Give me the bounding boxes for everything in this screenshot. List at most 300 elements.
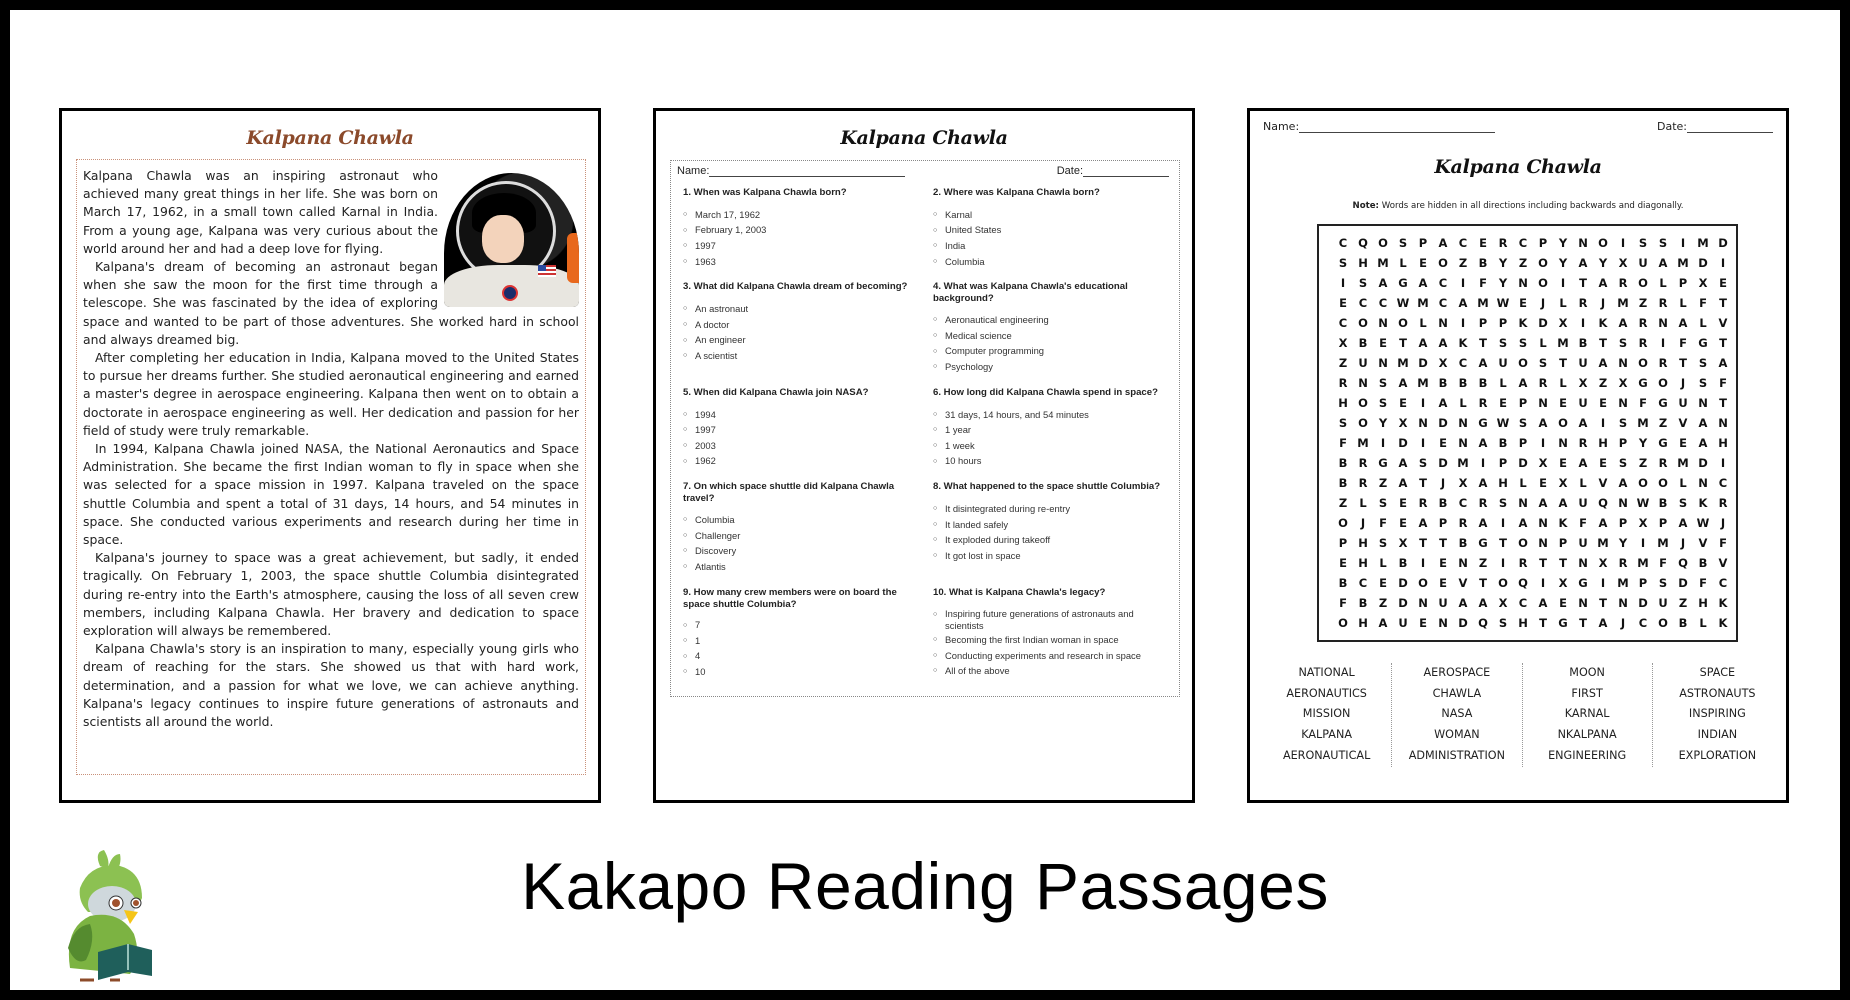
grid-letter[interactable]: V xyxy=(1698,536,1708,550)
grid-letter[interactable]: A xyxy=(1458,596,1468,610)
answer-option[interactable] xyxy=(933,223,1171,239)
answer-option[interactable] xyxy=(933,501,1171,517)
grid-letter[interactable]: T xyxy=(1719,396,1727,410)
grid-letter[interactable]: C xyxy=(1458,236,1468,250)
grid-letter[interactable]: R xyxy=(1618,276,1628,290)
grid-letter[interactable]: T xyxy=(1539,556,1547,570)
grid-letter[interactable]: M xyxy=(1617,576,1629,590)
grid-letter[interactable]: S xyxy=(1338,256,1348,270)
grid-letter[interactable]: P xyxy=(1418,236,1428,250)
grid-letter[interactable]: N xyxy=(1538,516,1548,530)
grid-letter[interactable]: O xyxy=(1358,416,1368,430)
grid-letter[interactable]: J xyxy=(1360,516,1366,530)
grid-letter[interactable]: S xyxy=(1498,336,1508,350)
grid-letter[interactable]: A xyxy=(1678,516,1688,530)
grid-letter[interactable]: I xyxy=(1420,436,1426,450)
grid-letter[interactable]: N xyxy=(1718,416,1728,430)
grid-letter[interactable]: I xyxy=(1560,276,1566,290)
grid-letter[interactable]: C xyxy=(1518,596,1528,610)
grid-letter[interactable]: R xyxy=(1718,496,1728,510)
grid-letter[interactable]: W xyxy=(1496,416,1510,430)
grid-letter[interactable]: N xyxy=(1418,416,1428,430)
grid-letter[interactable]: A xyxy=(1578,416,1588,430)
radio-circle-icon[interactable]: ○ xyxy=(683,637,688,645)
grid-letter[interactable]: P xyxy=(1558,536,1568,550)
grid-letter[interactable]: P xyxy=(1618,516,1628,530)
grid-letter[interactable]: M xyxy=(1477,296,1489,310)
grid-letter[interactable]: O xyxy=(1358,396,1368,410)
answer-option[interactable] xyxy=(683,407,921,423)
grid-letter[interactable]: C xyxy=(1338,316,1348,330)
grid-letter[interactable]: H xyxy=(1518,616,1528,630)
grid-letter[interactable]: C xyxy=(1458,496,1468,510)
grid-letter[interactable]: S xyxy=(1378,496,1388,510)
grid-letter[interactable]: A xyxy=(1478,516,1488,530)
grid-letter[interactable]: B xyxy=(1458,376,1468,390)
grid-letter[interactable]: C xyxy=(1378,296,1388,310)
grid-letter[interactable]: Z xyxy=(1478,556,1488,570)
grid-letter[interactable]: A xyxy=(1378,276,1388,290)
grid-letter[interactable]: N xyxy=(1458,436,1468,450)
grid-letter[interactable]: A xyxy=(1478,356,1488,370)
grid-letter[interactable]: M xyxy=(1617,296,1629,310)
grid-letter[interactable]: M xyxy=(1357,436,1369,450)
radio-circle-icon[interactable]: ○ xyxy=(933,536,938,544)
grid-letter[interactable]: R xyxy=(1338,376,1348,390)
grid-letter[interactable]: A xyxy=(1398,456,1408,470)
grid-letter[interactable]: N xyxy=(1418,596,1428,610)
grid-letter[interactable]: C xyxy=(1438,276,1448,290)
grid-letter[interactable]: U xyxy=(1578,496,1588,510)
grid-letter[interactable]: V xyxy=(1458,576,1468,590)
grid-letter[interactable]: G xyxy=(1638,376,1648,390)
grid-letter[interactable]: I xyxy=(1500,516,1506,530)
grid-letter[interactable]: A xyxy=(1538,416,1548,430)
radio-circle-icon[interactable]: ○ xyxy=(683,352,688,360)
radio-circle-icon[interactable]: ○ xyxy=(683,410,688,418)
grid-letter[interactable]: J xyxy=(1620,616,1626,630)
grid-letter[interactable]: A xyxy=(1698,416,1708,430)
answer-option[interactable] xyxy=(933,254,1171,270)
grid-letter[interactable]: G xyxy=(1658,436,1668,450)
grid-letter[interactable]: E xyxy=(1559,596,1567,610)
grid-letter[interactable]: B xyxy=(1338,456,1348,470)
answer-option[interactable] xyxy=(933,344,1171,360)
grid-letter[interactable]: M xyxy=(1657,536,1669,550)
grid-letter[interactable]: A xyxy=(1598,356,1608,370)
grid-letter[interactable]: D xyxy=(1438,416,1448,430)
grid-letter[interactable]: I xyxy=(1340,276,1346,290)
grid-letter[interactable]: B xyxy=(1678,616,1688,630)
grid-letter[interactable]: D xyxy=(1638,596,1648,610)
grid-letter[interactable]: Z xyxy=(1638,296,1648,310)
grid-letter[interactable]: E xyxy=(1499,396,1507,410)
grid-letter[interactable]: C xyxy=(1358,576,1368,590)
answer-option[interactable] xyxy=(933,548,1171,564)
grid-letter[interactable]: I xyxy=(1600,576,1606,590)
grid-letter[interactable]: E xyxy=(1599,456,1607,470)
grid-letter[interactable]: A xyxy=(1578,256,1588,270)
grid-letter[interactable]: S xyxy=(1358,276,1368,290)
grid-letter[interactable]: L xyxy=(1499,376,1507,390)
grid-letter[interactable]: M xyxy=(1677,456,1689,470)
grid-letter[interactable]: D xyxy=(1398,576,1408,590)
grid-letter[interactable]: F xyxy=(1719,376,1727,390)
grid-letter[interactable]: O xyxy=(1378,236,1388,250)
grid-letter[interactable]: F xyxy=(1339,596,1347,610)
radio-circle-icon[interactable]: ○ xyxy=(933,316,938,324)
grid-letter[interactable]: Z xyxy=(1338,356,1348,370)
grid-letter[interactable]: T xyxy=(1539,616,1547,630)
grid-letter[interactable]: R xyxy=(1498,236,1508,250)
grid-letter[interactable]: K xyxy=(1598,316,1608,330)
grid-letter[interactable]: T xyxy=(1419,476,1427,490)
answer-option[interactable] xyxy=(933,422,1171,438)
grid-letter[interactable]: E xyxy=(1339,296,1347,310)
grid-letter[interactable]: P xyxy=(1518,396,1528,410)
grid-letter[interactable]: Y xyxy=(1618,536,1628,550)
grid-letter[interactable]: S xyxy=(1698,376,1708,390)
grid-letter[interactable]: E xyxy=(1439,436,1447,450)
grid-letter[interactable]: O xyxy=(1538,276,1548,290)
ws-name-field[interactable] xyxy=(1299,122,1495,133)
grid-letter[interactable]: Y xyxy=(1558,236,1568,250)
answer-option[interactable] xyxy=(683,543,921,559)
answer-option[interactable] xyxy=(683,207,921,223)
grid-letter[interactable]: I xyxy=(1540,436,1546,450)
radio-circle-icon[interactable]: ○ xyxy=(933,347,938,355)
grid-letter[interactable]: A xyxy=(1458,296,1468,310)
radio-circle-icon[interactable]: ○ xyxy=(933,505,938,513)
grid-letter[interactable]: X xyxy=(1498,596,1508,610)
grid-letter[interactable]: A xyxy=(1598,616,1608,630)
grid-letter[interactable]: A xyxy=(1558,496,1568,510)
grid-letter[interactable]: R xyxy=(1638,336,1648,350)
grid-letter[interactable]: G xyxy=(1558,616,1568,630)
radio-circle-icon[interactable]: ○ xyxy=(683,457,688,465)
grid-letter[interactable]: F xyxy=(1379,516,1387,530)
grid-letter[interactable]: G xyxy=(1398,276,1408,290)
grid-letter[interactable]: T xyxy=(1719,296,1727,310)
grid-letter[interactable]: D xyxy=(1398,436,1408,450)
grid-letter[interactable]: S xyxy=(1618,336,1628,350)
grid-letter[interactable]: E xyxy=(1439,556,1447,570)
grid-letter[interactable]: O xyxy=(1338,616,1348,630)
grid-letter[interactable]: A xyxy=(1598,276,1608,290)
grid-letter[interactable]: N xyxy=(1578,596,1588,610)
radio-circle-icon[interactable]: ○ xyxy=(933,610,938,618)
grid-letter[interactable]: H xyxy=(1358,556,1368,570)
grid-letter[interactable]: X xyxy=(1698,276,1708,290)
grid-letter[interactable]: U xyxy=(1678,396,1688,410)
radio-circle-icon[interactable]: ○ xyxy=(933,457,938,465)
grid-letter[interactable]: Z xyxy=(1658,416,1668,430)
grid-letter[interactable]: R xyxy=(1418,496,1428,510)
radio-circle-icon[interactable]: ○ xyxy=(683,621,688,629)
radio-circle-icon[interactable]: ○ xyxy=(933,242,938,250)
grid-letter[interactable]: P xyxy=(1498,456,1508,470)
answer-option[interactable] xyxy=(933,663,1171,679)
grid-letter[interactable]: D xyxy=(1418,356,1428,370)
grid-letter[interactable]: Y xyxy=(1598,256,1608,270)
grid-letter[interactable]: S xyxy=(1518,416,1528,430)
radio-circle-icon[interactable]: ○ xyxy=(933,426,938,434)
grid-letter[interactable]: U xyxy=(1638,256,1648,270)
grid-letter[interactable]: R xyxy=(1638,316,1648,330)
grid-letter[interactable]: B xyxy=(1698,556,1708,570)
grid-letter[interactable]: D xyxy=(1698,256,1708,270)
grid-letter[interactable]: C xyxy=(1718,476,1728,490)
grid-letter[interactable]: R xyxy=(1658,456,1668,470)
grid-letter[interactable]: B xyxy=(1478,376,1488,390)
grid-letter[interactable]: L xyxy=(1379,556,1387,570)
grid-letter[interactable]: P xyxy=(1498,316,1508,330)
grid-letter[interactable]: N xyxy=(1558,436,1568,450)
radio-circle-icon[interactable]: ○ xyxy=(683,547,688,555)
grid-letter[interactable]: L xyxy=(1539,336,1547,350)
grid-letter[interactable]: M xyxy=(1697,236,1709,250)
grid-letter[interactable]: R xyxy=(1458,516,1468,530)
grid-letter[interactable]: B xyxy=(1338,476,1348,490)
grid-letter[interactable]: O xyxy=(1538,256,1548,270)
radio-circle-icon[interactable]: ○ xyxy=(683,652,688,660)
grid-letter[interactable]: J xyxy=(1680,376,1686,390)
grid-letter[interactable]: O xyxy=(1638,356,1648,370)
answer-option[interactable] xyxy=(933,532,1171,548)
grid-letter[interactable]: N xyxy=(1618,356,1628,370)
grid-letter[interactable]: D xyxy=(1458,616,1468,630)
grid-letter[interactable]: E xyxy=(1679,436,1687,450)
grid-letter[interactable]: F xyxy=(1679,336,1687,350)
grid-letter[interactable]: G xyxy=(1478,536,1488,550)
grid-letter[interactable]: I xyxy=(1420,396,1426,410)
grid-letter[interactable]: J xyxy=(1680,536,1686,550)
grid-letter[interactable]: U xyxy=(1578,536,1588,550)
grid-letter[interactable]: N xyxy=(1578,236,1588,250)
grid-letter[interactable]: O xyxy=(1418,576,1428,590)
grid-letter[interactable]: A xyxy=(1618,476,1628,490)
grid-letter[interactable]: E xyxy=(1339,556,1347,570)
grid-letter[interactable]: Q xyxy=(1358,236,1368,250)
answer-option[interactable] xyxy=(683,238,921,254)
grid-letter[interactable]: L xyxy=(1699,316,1707,330)
grid-letter[interactable]: U xyxy=(1578,356,1588,370)
grid-letter[interactable]: M xyxy=(1377,256,1389,270)
answer-option[interactable] xyxy=(933,407,1171,423)
grid-letter[interactable]: A xyxy=(1578,456,1588,470)
date-field[interactable] xyxy=(1083,166,1169,177)
grid-letter[interactable]: C xyxy=(1638,616,1648,630)
grid-letter[interactable]: A xyxy=(1418,336,1428,350)
grid-letter[interactable]: B xyxy=(1458,536,1468,550)
grid-letter[interactable]: T xyxy=(1479,576,1487,590)
grid-letter[interactable]: F xyxy=(1639,396,1647,410)
grid-letter[interactable]: M xyxy=(1677,256,1689,270)
answer-option[interactable] xyxy=(683,422,921,438)
grid-letter[interactable]: O xyxy=(1338,516,1348,530)
grid-letter[interactable]: C xyxy=(1518,236,1528,250)
grid-letter[interactable]: I xyxy=(1540,576,1546,590)
answer-option[interactable] xyxy=(683,301,921,317)
grid-letter[interactable]: P xyxy=(1638,576,1648,590)
grid-letter[interactable]: A xyxy=(1438,236,1448,250)
grid-letter[interactable]: G xyxy=(1698,336,1708,350)
grid-letter[interactable]: S xyxy=(1698,356,1708,370)
grid-letter[interactable]: A xyxy=(1398,376,1408,390)
grid-letter[interactable]: I xyxy=(1720,256,1726,270)
grid-letter[interactable]: N xyxy=(1698,476,1708,490)
grid-letter[interactable]: Y xyxy=(1638,436,1648,450)
grid-letter[interactable]: L xyxy=(1679,476,1687,490)
grid-letter[interactable]: I xyxy=(1500,556,1506,570)
grid-letter[interactable]: O xyxy=(1638,476,1648,490)
grid-letter[interactable]: Z xyxy=(1378,476,1388,490)
grid-letter[interactable]: I xyxy=(1460,316,1466,330)
answer-option[interactable] xyxy=(933,312,1171,328)
grid-letter[interactable]: Y xyxy=(1558,256,1568,270)
grid-letter[interactable]: A xyxy=(1418,276,1428,290)
grid-letter[interactable]: A xyxy=(1618,316,1628,330)
grid-letter[interactable]: H xyxy=(1698,596,1708,610)
grid-letter[interactable]: B xyxy=(1498,436,1508,450)
grid-letter[interactable]: L xyxy=(1659,276,1667,290)
radio-circle-icon[interactable]: ○ xyxy=(933,636,938,644)
grid-letter[interactable]: K xyxy=(1518,316,1528,330)
grid-letter[interactable]: C xyxy=(1358,296,1368,310)
grid-letter[interactable]: E xyxy=(1559,396,1567,410)
radio-circle-icon[interactable]: ○ xyxy=(683,668,688,676)
grid-letter[interactable]: I xyxy=(1640,536,1646,550)
grid-letter[interactable]: O xyxy=(1658,476,1668,490)
grid-letter[interactable]: L xyxy=(1419,316,1427,330)
grid-letter[interactable]: G xyxy=(1378,456,1388,470)
grid-letter[interactable]: T xyxy=(1419,536,1427,550)
letter-grid[interactable] xyxy=(1317,224,1738,642)
grid-letter[interactable]: X xyxy=(1638,516,1648,530)
grid-letter[interactable]: E xyxy=(1419,256,1427,270)
grid-letter[interactable]: K xyxy=(1458,336,1468,350)
grid-letter[interactable]: B xyxy=(1358,596,1368,610)
grid-letter[interactable]: Z xyxy=(1638,456,1648,470)
grid-letter[interactable]: B xyxy=(1478,256,1488,270)
grid-letter[interactable]: D xyxy=(1398,596,1408,610)
grid-letter[interactable]: H xyxy=(1598,436,1608,450)
radio-circle-icon[interactable]: ○ xyxy=(683,516,688,524)
grid-letter[interactable]: U xyxy=(1578,396,1588,410)
grid-letter[interactable]: Z xyxy=(1598,376,1608,390)
grid-letter[interactable]: B xyxy=(1578,336,1588,350)
grid-letter[interactable]: W xyxy=(1396,296,1410,310)
grid-letter[interactable]: K xyxy=(1558,516,1568,530)
grid-letter[interactable]: O xyxy=(1658,376,1668,390)
grid-letter[interactable]: I xyxy=(1420,556,1426,570)
grid-letter[interactable]: X xyxy=(1458,476,1468,490)
grid-letter[interactable]: N xyxy=(1438,316,1448,330)
grid-letter[interactable]: Q xyxy=(1598,496,1608,510)
grid-letter[interactable]: N xyxy=(1538,536,1548,550)
grid-letter[interactable]: L xyxy=(1699,616,1707,630)
grid-letter[interactable]: E xyxy=(1399,396,1407,410)
grid-letter[interactable]: A xyxy=(1598,516,1608,530)
radio-circle-icon[interactable]: ○ xyxy=(933,226,938,234)
grid-letter[interactable]: F xyxy=(1659,556,1667,570)
grid-letter[interactable]: P xyxy=(1538,236,1548,250)
grid-letter[interactable]: E xyxy=(1379,576,1387,590)
grid-letter[interactable]: P xyxy=(1658,516,1668,530)
grid-letter[interactable]: G xyxy=(1658,396,1668,410)
grid-letter[interactable]: F xyxy=(1699,576,1707,590)
grid-letter[interactable]: T xyxy=(1439,536,1447,550)
grid-letter[interactable]: N xyxy=(1698,396,1708,410)
grid-letter[interactable]: Y xyxy=(1378,416,1388,430)
grid-letter[interactable]: A xyxy=(1718,356,1728,370)
grid-letter[interactable]: A xyxy=(1438,336,1448,350)
answer-option[interactable] xyxy=(683,664,921,680)
grid-letter[interactable]: O xyxy=(1658,616,1668,630)
grid-letter[interactable]: E xyxy=(1519,296,1527,310)
grid-letter[interactable]: R xyxy=(1518,556,1528,570)
radio-circle-icon[interactable]: ○ xyxy=(933,441,938,449)
grid-letter[interactable]: Z xyxy=(1678,596,1688,610)
grid-letter[interactable]: B xyxy=(1438,496,1448,510)
grid-letter[interactable]: E xyxy=(1439,576,1447,590)
radio-circle-icon[interactable]: ○ xyxy=(683,305,688,313)
grid-letter[interactable]: R xyxy=(1358,476,1368,490)
grid-letter[interactable]: H xyxy=(1338,396,1348,410)
grid-letter[interactable]: T xyxy=(1559,556,1567,570)
grid-letter[interactable]: S xyxy=(1658,236,1668,250)
grid-letter[interactable]: Y xyxy=(1498,256,1508,270)
answer-option[interactable] xyxy=(683,559,921,575)
grid-letter[interactable]: T xyxy=(1479,336,1487,350)
grid-letter[interactable]: H xyxy=(1498,476,1508,490)
grid-letter[interactable]: N xyxy=(1578,556,1588,570)
grid-letter[interactable]: R xyxy=(1578,436,1588,450)
grid-letter[interactable]: R xyxy=(1478,496,1488,510)
grid-letter[interactable]: O xyxy=(1498,576,1508,590)
grid-letter[interactable]: E xyxy=(1399,496,1407,510)
name-field[interactable] xyxy=(709,166,905,177)
grid-letter[interactable]: I xyxy=(1460,276,1466,290)
grid-letter[interactable]: W xyxy=(1696,516,1710,530)
radio-circle-icon[interactable]: ○ xyxy=(933,211,938,218)
grid-letter[interactable]: X xyxy=(1558,476,1568,490)
grid-letter[interactable]: O xyxy=(1558,416,1568,430)
radio-circle-icon[interactable]: ○ xyxy=(933,551,938,559)
answer-option[interactable] xyxy=(683,317,921,333)
grid-letter[interactable]: B xyxy=(1658,496,1668,510)
grid-letter[interactable]: U xyxy=(1438,596,1448,610)
radio-circle-icon[interactable]: ○ xyxy=(933,331,938,339)
grid-letter[interactable]: E xyxy=(1479,236,1487,250)
grid-letter[interactable]: X xyxy=(1618,256,1628,270)
grid-letter[interactable]: J xyxy=(1540,296,1546,310)
grid-letter[interactable]: U xyxy=(1658,596,1668,610)
grid-letter[interactable]: E xyxy=(1399,516,1407,530)
grid-letter[interactable]: B xyxy=(1438,376,1448,390)
grid-letter[interactable]: C xyxy=(1458,356,1468,370)
grid-letter[interactable]: G xyxy=(1478,416,1488,430)
answer-option[interactable] xyxy=(683,649,921,665)
grid-letter[interactable]: I xyxy=(1620,236,1626,250)
grid-letter[interactable]: D xyxy=(1678,576,1688,590)
grid-letter[interactable]: X xyxy=(1398,416,1408,430)
grid-letter[interactable]: P xyxy=(1678,276,1688,290)
grid-letter[interactable]: P xyxy=(1338,536,1348,550)
grid-letter[interactable]: M xyxy=(1397,356,1409,370)
grid-letter[interactable]: J xyxy=(1600,296,1606,310)
grid-letter[interactable]: H xyxy=(1358,616,1368,630)
